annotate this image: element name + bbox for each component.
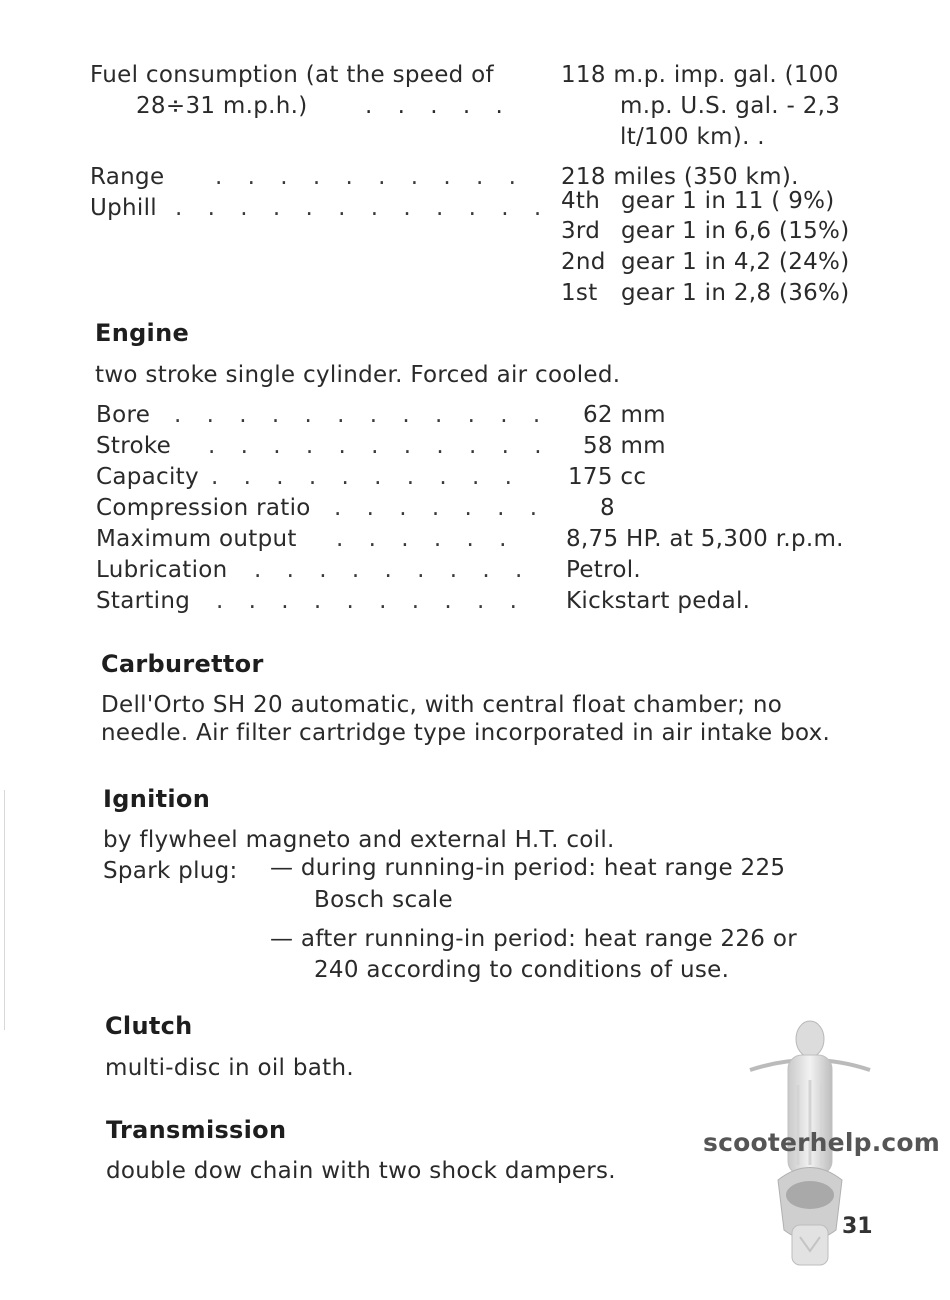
spec-dots: . . . . . . [336, 526, 516, 552]
watermark-text: scooterhelp.com [703, 1128, 941, 1157]
page-number: 31 [842, 1214, 873, 1239]
spec-value: 62 mm [583, 402, 666, 428]
spec-row-maximum-output [96, 526, 886, 556]
range-label: Range [90, 164, 165, 190]
spec-value: 8 [600, 495, 615, 521]
spec-label: Starting [96, 588, 191, 614]
spec-label: Capacity [96, 464, 199, 490]
spec-value: 175 cc [568, 464, 647, 490]
uphill-dots: . . . . . . . . . . . . [175, 195, 551, 221]
fuel-label-line2: 28÷31 m.p.h.) [136, 93, 308, 119]
spec-label: Bore [96, 402, 151, 428]
transmission-text: double dow chain with two shock dampers. [106, 1158, 616, 1184]
ignition-heading: Ignition [103, 785, 211, 813]
spec-row-compression-ratio [96, 495, 886, 525]
ignition-line1: by flywheel magneto and external H.T. coil. [103, 827, 615, 853]
spec-label: Maximum output [96, 526, 297, 552]
spec-row-starting [96, 588, 886, 618]
gear-name: 4th [561, 188, 601, 214]
spec-dots: . . . . . . . . . . . . [174, 402, 550, 428]
spec-label: Stroke [96, 433, 172, 459]
spark-plug-item1-line1: — during running-in period: heat range 225 [270, 855, 786, 881]
gear-name: 2nd [561, 249, 606, 275]
carburettor-heading: Carburettor [101, 650, 264, 678]
spec-row-capacity [96, 464, 886, 494]
clutch-heading: Clutch [105, 1012, 193, 1040]
range-value: 218 miles (350 km). [561, 164, 799, 190]
engine-description: two stroke single cylinder. Forced air cooled. [95, 362, 621, 388]
spec-label: Compression ratio [96, 495, 311, 521]
spec-dots: . . . . . . . . . [254, 557, 532, 583]
fuel-value-line1: 118 m.p. imp. gal. (100 [561, 62, 839, 88]
gear-name: 1st [561, 280, 598, 306]
spec-row-bore [96, 402, 886, 432]
spec-value: Petrol. [566, 557, 642, 583]
gear-gradient: gear 1 in 6,6 (15%) [621, 218, 850, 244]
spec-dots: . . . . . . . . . . . [208, 433, 551, 459]
gear-gradient: gear 1 in 4,2 (24%) [621, 249, 850, 275]
fuel-dots: . . . . . [365, 93, 512, 119]
gear-name: 3rd [561, 218, 601, 244]
spec-value: 8,75 HP. at 5,300 r.p.m. [566, 526, 844, 552]
spec-row-stroke [96, 433, 886, 463]
spec-dots: . . . . . . . . . . [216, 588, 526, 614]
range-dots: . . . . . . . . . . [215, 164, 525, 190]
spec-value: 58 mm [583, 433, 666, 459]
spec-value: Kickstart pedal. [566, 588, 751, 614]
transmission-heading: Transmission [106, 1116, 287, 1144]
spark-plug-item1-line2: Bosch scale [314, 887, 453, 913]
spark-plug-label: Spark plug: [103, 858, 238, 884]
clutch-text: multi-disc in oil bath. [105, 1055, 354, 1081]
scan-edge-line [4, 790, 5, 1030]
spark-plug-item2-line2: 240 according to conditions of use. [314, 957, 730, 983]
carburettor-line2: needle. Air filter cartridge type incorporated in air intake box. [101, 720, 831, 746]
engine-heading: Engine [95, 319, 190, 347]
fuel-value-line3: lt/100 km). . [620, 124, 765, 150]
fuel-value-line2: m.p. U.S. gal. - 2,3 [620, 93, 841, 119]
spec-dots: . . . . . . . [334, 495, 547, 521]
spec-label: Lubrication [96, 557, 228, 583]
carburettor-line1: Dell'Orto SH 20 automatic, with central float chamber; no [101, 692, 783, 718]
uphill-label: Uphill [90, 195, 157, 221]
gear-gradient: gear 1 in 2,8 (36%) [621, 280, 850, 306]
gear-gradient: gear 1 in 11 ( 9%) [621, 188, 835, 214]
spark-plug-item2-line1: — after running-in period: heat range 226 or [270, 926, 797, 952]
fuel-label-line1: Fuel consumption (at the speed of [90, 62, 494, 88]
spec-dots: . . . . . . . . . . [211, 464, 521, 490]
spec-row-lubrication [96, 557, 886, 587]
